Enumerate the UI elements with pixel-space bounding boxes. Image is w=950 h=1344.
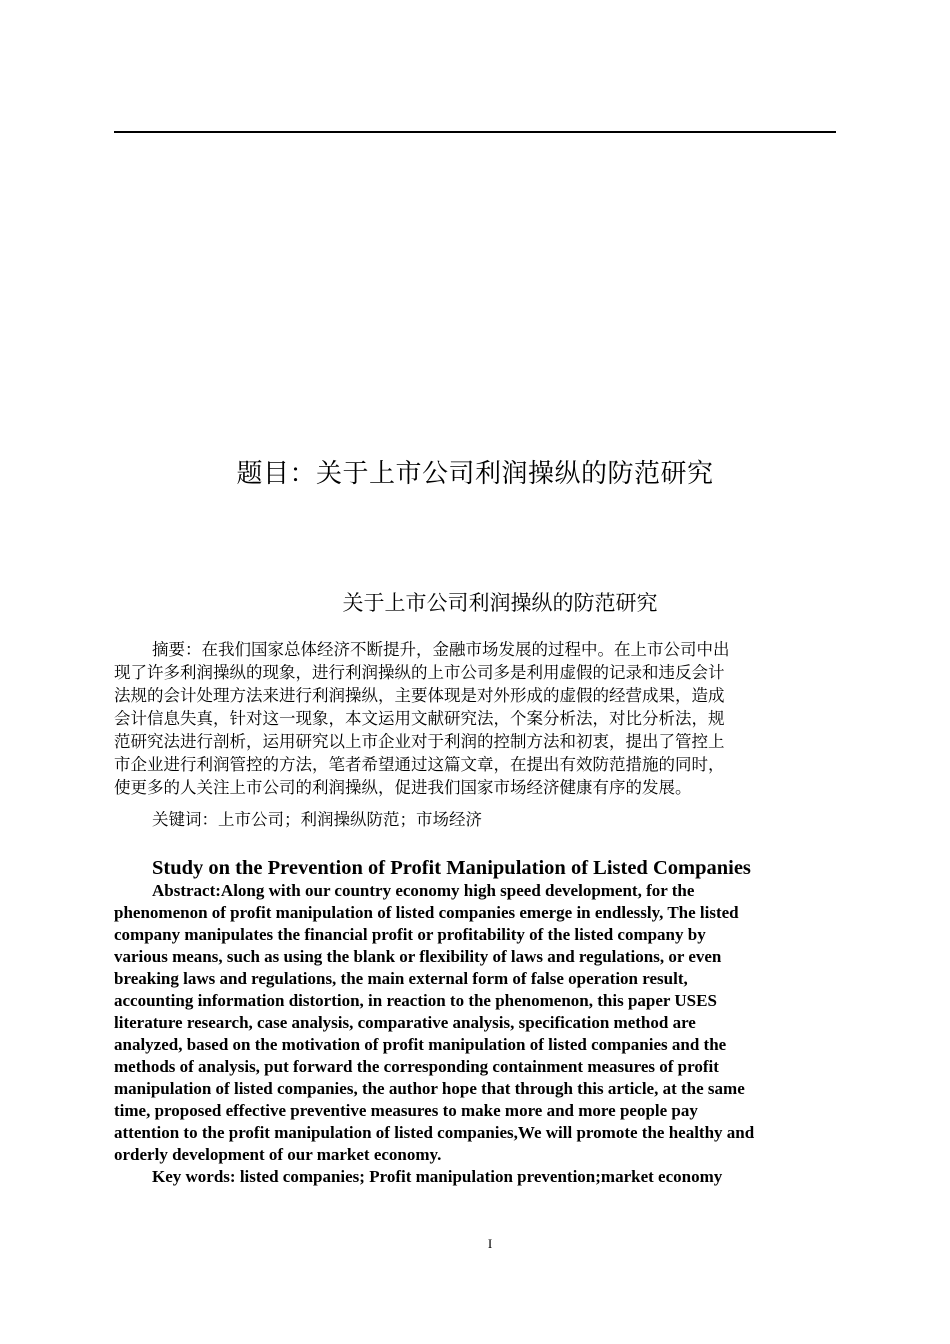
chinese-abstract-line: 摘要：在我们国家总体经济不断提升，金融市场发展的过程中。在上市公司中出 bbox=[152, 640, 730, 659]
cover-title: 题目：关于上市公司利润操纵的防范研究 bbox=[236, 459, 714, 489]
header-rule bbox=[114, 131, 836, 133]
english-abstract-line: literature research, case analysis, comparative analysis, specification method are bbox=[114, 1013, 696, 1032]
english-keywords: Key words: listed companies; Profit manipulation prevention;market economy bbox=[152, 1167, 723, 1186]
chinese-abstract bbox=[114, 638, 836, 799]
english-abstract-line: attention to the profit manipulation of listed companies,We will promote the healthy and bbox=[114, 1123, 755, 1142]
page-number: I bbox=[487, 1236, 493, 1251]
english-abstract bbox=[114, 880, 838, 1166]
english-abstract-line: analyzed, based on the motivation of profit manipulation of listed companies and the bbox=[114, 1035, 727, 1054]
english-abstract-line: various means, such as using the blank or flexibility of laws and regulations, or even bbox=[114, 947, 722, 966]
english-abstract-line: manipulation of listed companies, the author hope that through this article, at the same bbox=[114, 1079, 745, 1098]
chinese-title: 关于上市公司利润操纵的防范研究 bbox=[342, 591, 658, 615]
english-abstract-line: orderly development of our market economy. bbox=[114, 1145, 442, 1164]
english-abstract-line: methods of analysis, put forward the corresponding containment measures of profit bbox=[114, 1057, 719, 1076]
chinese-abstract-line: 市企业进行利润管控的方法，笔者希望通过这篇文章，在提出有效防范措施的同时， bbox=[114, 755, 725, 774]
chinese-keywords: 关键词：上市公司；利润操纵防范；市场经济 bbox=[152, 810, 482, 829]
english-abstract-line: company manipulates the financial profit or profitability of the listed company by bbox=[114, 925, 706, 944]
chinese-abstract-line: 使更多的人关注上市公司的利润操纵，促进我们国家市场经济健康有序的发展。 bbox=[114, 778, 692, 797]
english-abstract-line: breaking laws and regulations, the main external form of false operation result, bbox=[114, 969, 688, 988]
english-abstract-line: phenomenon of profit manipulation of listed companies emerge in endlessly, The listed bbox=[114, 903, 739, 922]
chinese-abstract-line: 法规的会计处理方法来进行利润操纵，主要体现是对外形成的虚假的经营成果，造成 bbox=[114, 686, 725, 705]
chinese-abstract-line: 会计信息失真，针对这一现象，本文运用文献研究法，个案分析法，对比分析法，规 bbox=[114, 709, 725, 728]
english-title: Study on the Prevention of Profit Manipulation of Listed Companies bbox=[152, 857, 751, 879]
english-abstract-line: time, proposed effective preventive measures to make more and more people pay bbox=[114, 1101, 698, 1120]
english-abstract-line: accounting information distortion, in reaction to the phenomenon, this paper USES bbox=[114, 991, 717, 1010]
chinese-abstract-line: 范研究法进行剖析，运用研究以上市企业对于利润的控制方法和初衷，提出了管控上 bbox=[114, 732, 725, 751]
english-abstract-line: Abstract:Along with our country economy high speed development, for the bbox=[152, 881, 695, 900]
chinese-abstract-line: 现了许多利润操纵的现象，进行利润操纵的上市公司多是利用虚假的记录和违反会计 bbox=[114, 663, 725, 682]
